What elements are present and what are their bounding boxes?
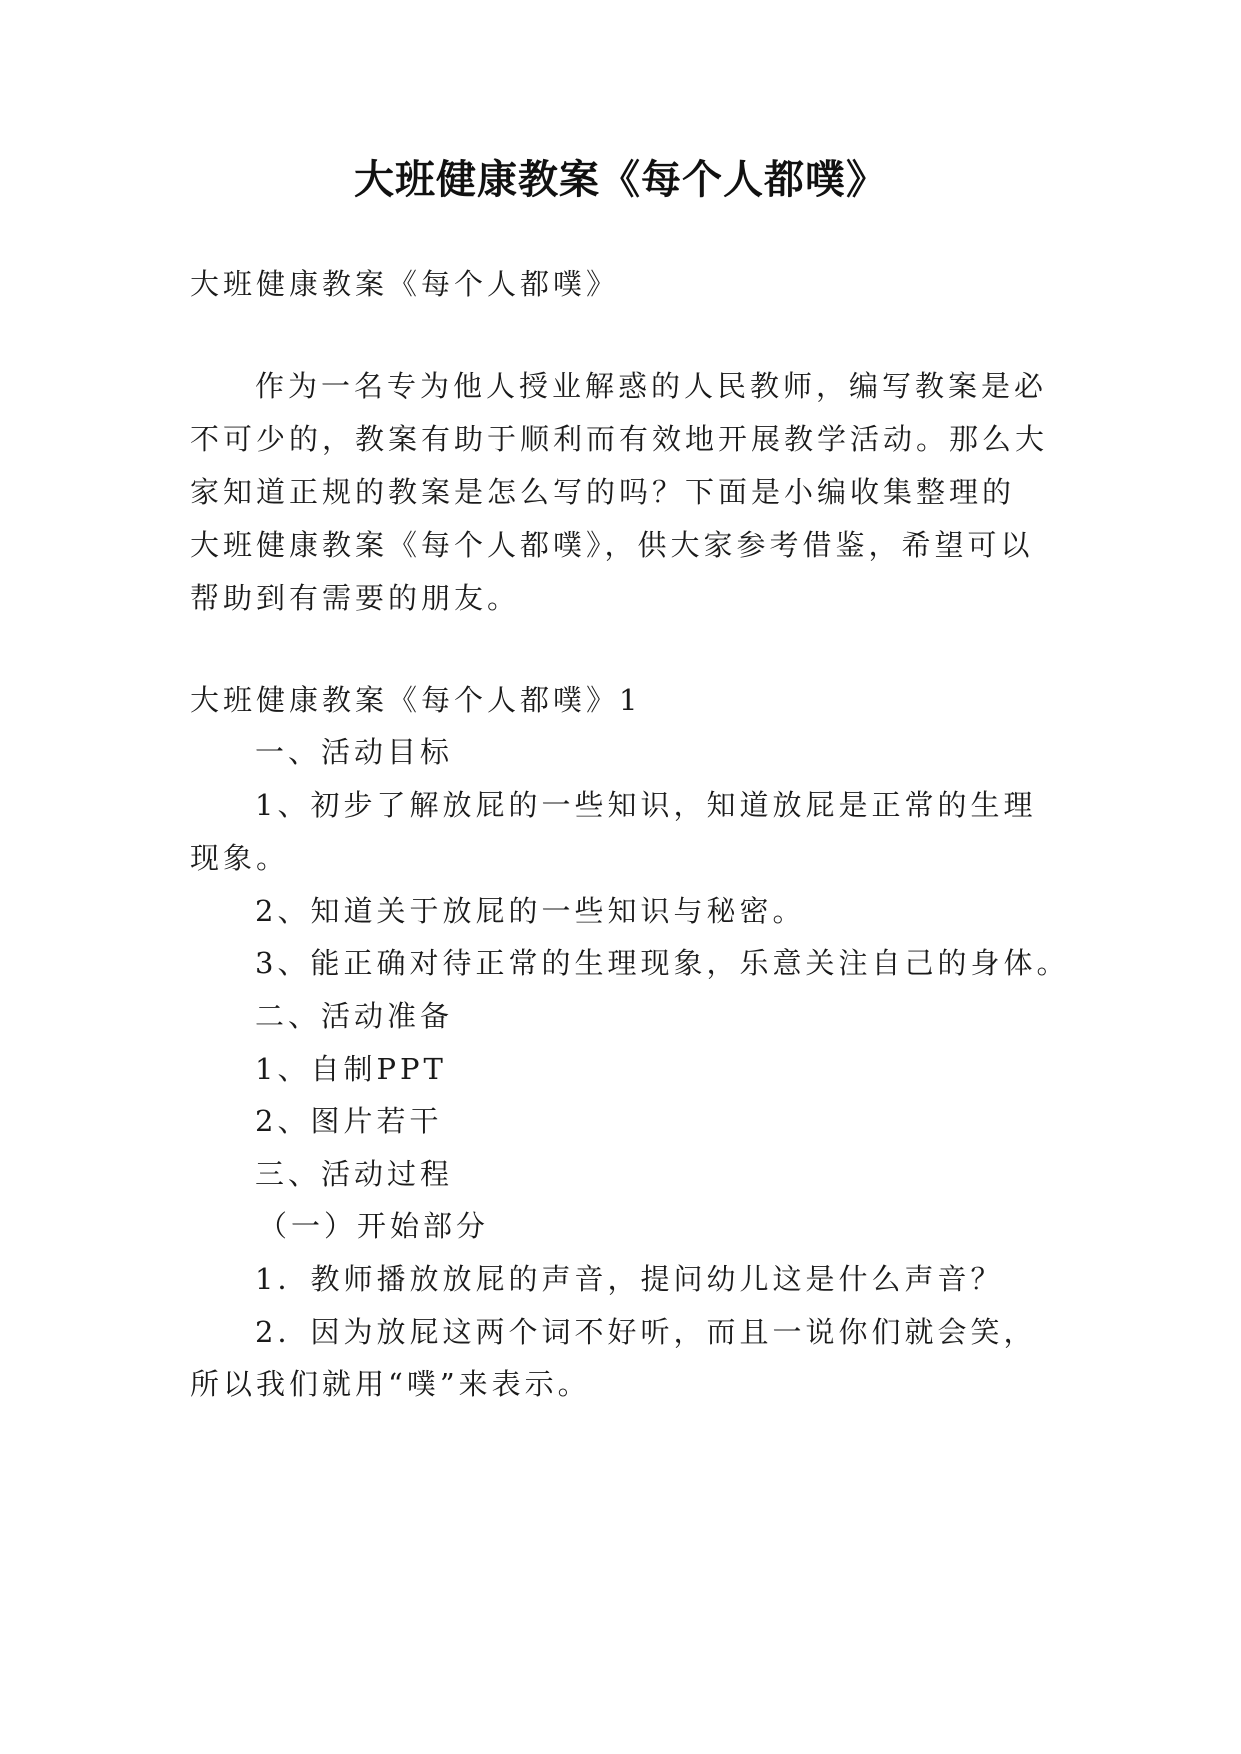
intro-paragraph-line: 不可少的，教案有助于顺利而有效地开展教学活动。那么大 [190,422,1049,456]
document-title: 大班健康教案《每个人都噗》 [354,157,887,203]
document-subtitle: 大班健康教案《每个人都噗》 [190,267,620,301]
body-line: 2、知道关于放屁的一些知识与秘密。 [255,894,806,928]
body-line: 现象。 [190,841,290,875]
intro-paragraph-line: 家知道正规的教案是怎么写的吗？下面是小编收集整理的 [190,475,1016,509]
body-line: 1、初步了解放屁的一些知识，知道放屁是正常的生理 [255,788,1037,822]
section-heading: 大班健康教案《每个人都噗》1 [190,683,642,717]
body-line: 1．教师播放放屁的声音，提问幼儿这是什么声音？ [255,1262,1004,1296]
body-line: 所以我们就用“噗”来表示。 [190,1367,591,1401]
body-line: 1、自制PPT [255,1052,447,1086]
body-line: 二、活动准备 [255,999,454,1033]
intro-paragraph-line: 帮助到有需要的朋友。 [190,581,521,615]
body-line: 一、活动目标 [255,735,454,769]
body-line: 2、图片若干 [255,1104,443,1138]
body-line: 2．因为放屁这两个词不好听，而且一说你们就会笑， [255,1315,1037,1349]
body-line: （一）开始部分 [258,1209,490,1243]
intro-paragraph-line: 大班健康教案《每个人都噗》，供大家参考借鉴，希望可以 [190,528,1034,562]
body-line: 三、活动过程 [255,1157,454,1191]
intro-paragraph-line: 作为一名专为他人授业解惑的人民教师，编写教案是必 [255,369,1048,403]
body-line: 3、能正确对待正常的生理现象，乐意关注自己的身体。 [255,946,1070,980]
